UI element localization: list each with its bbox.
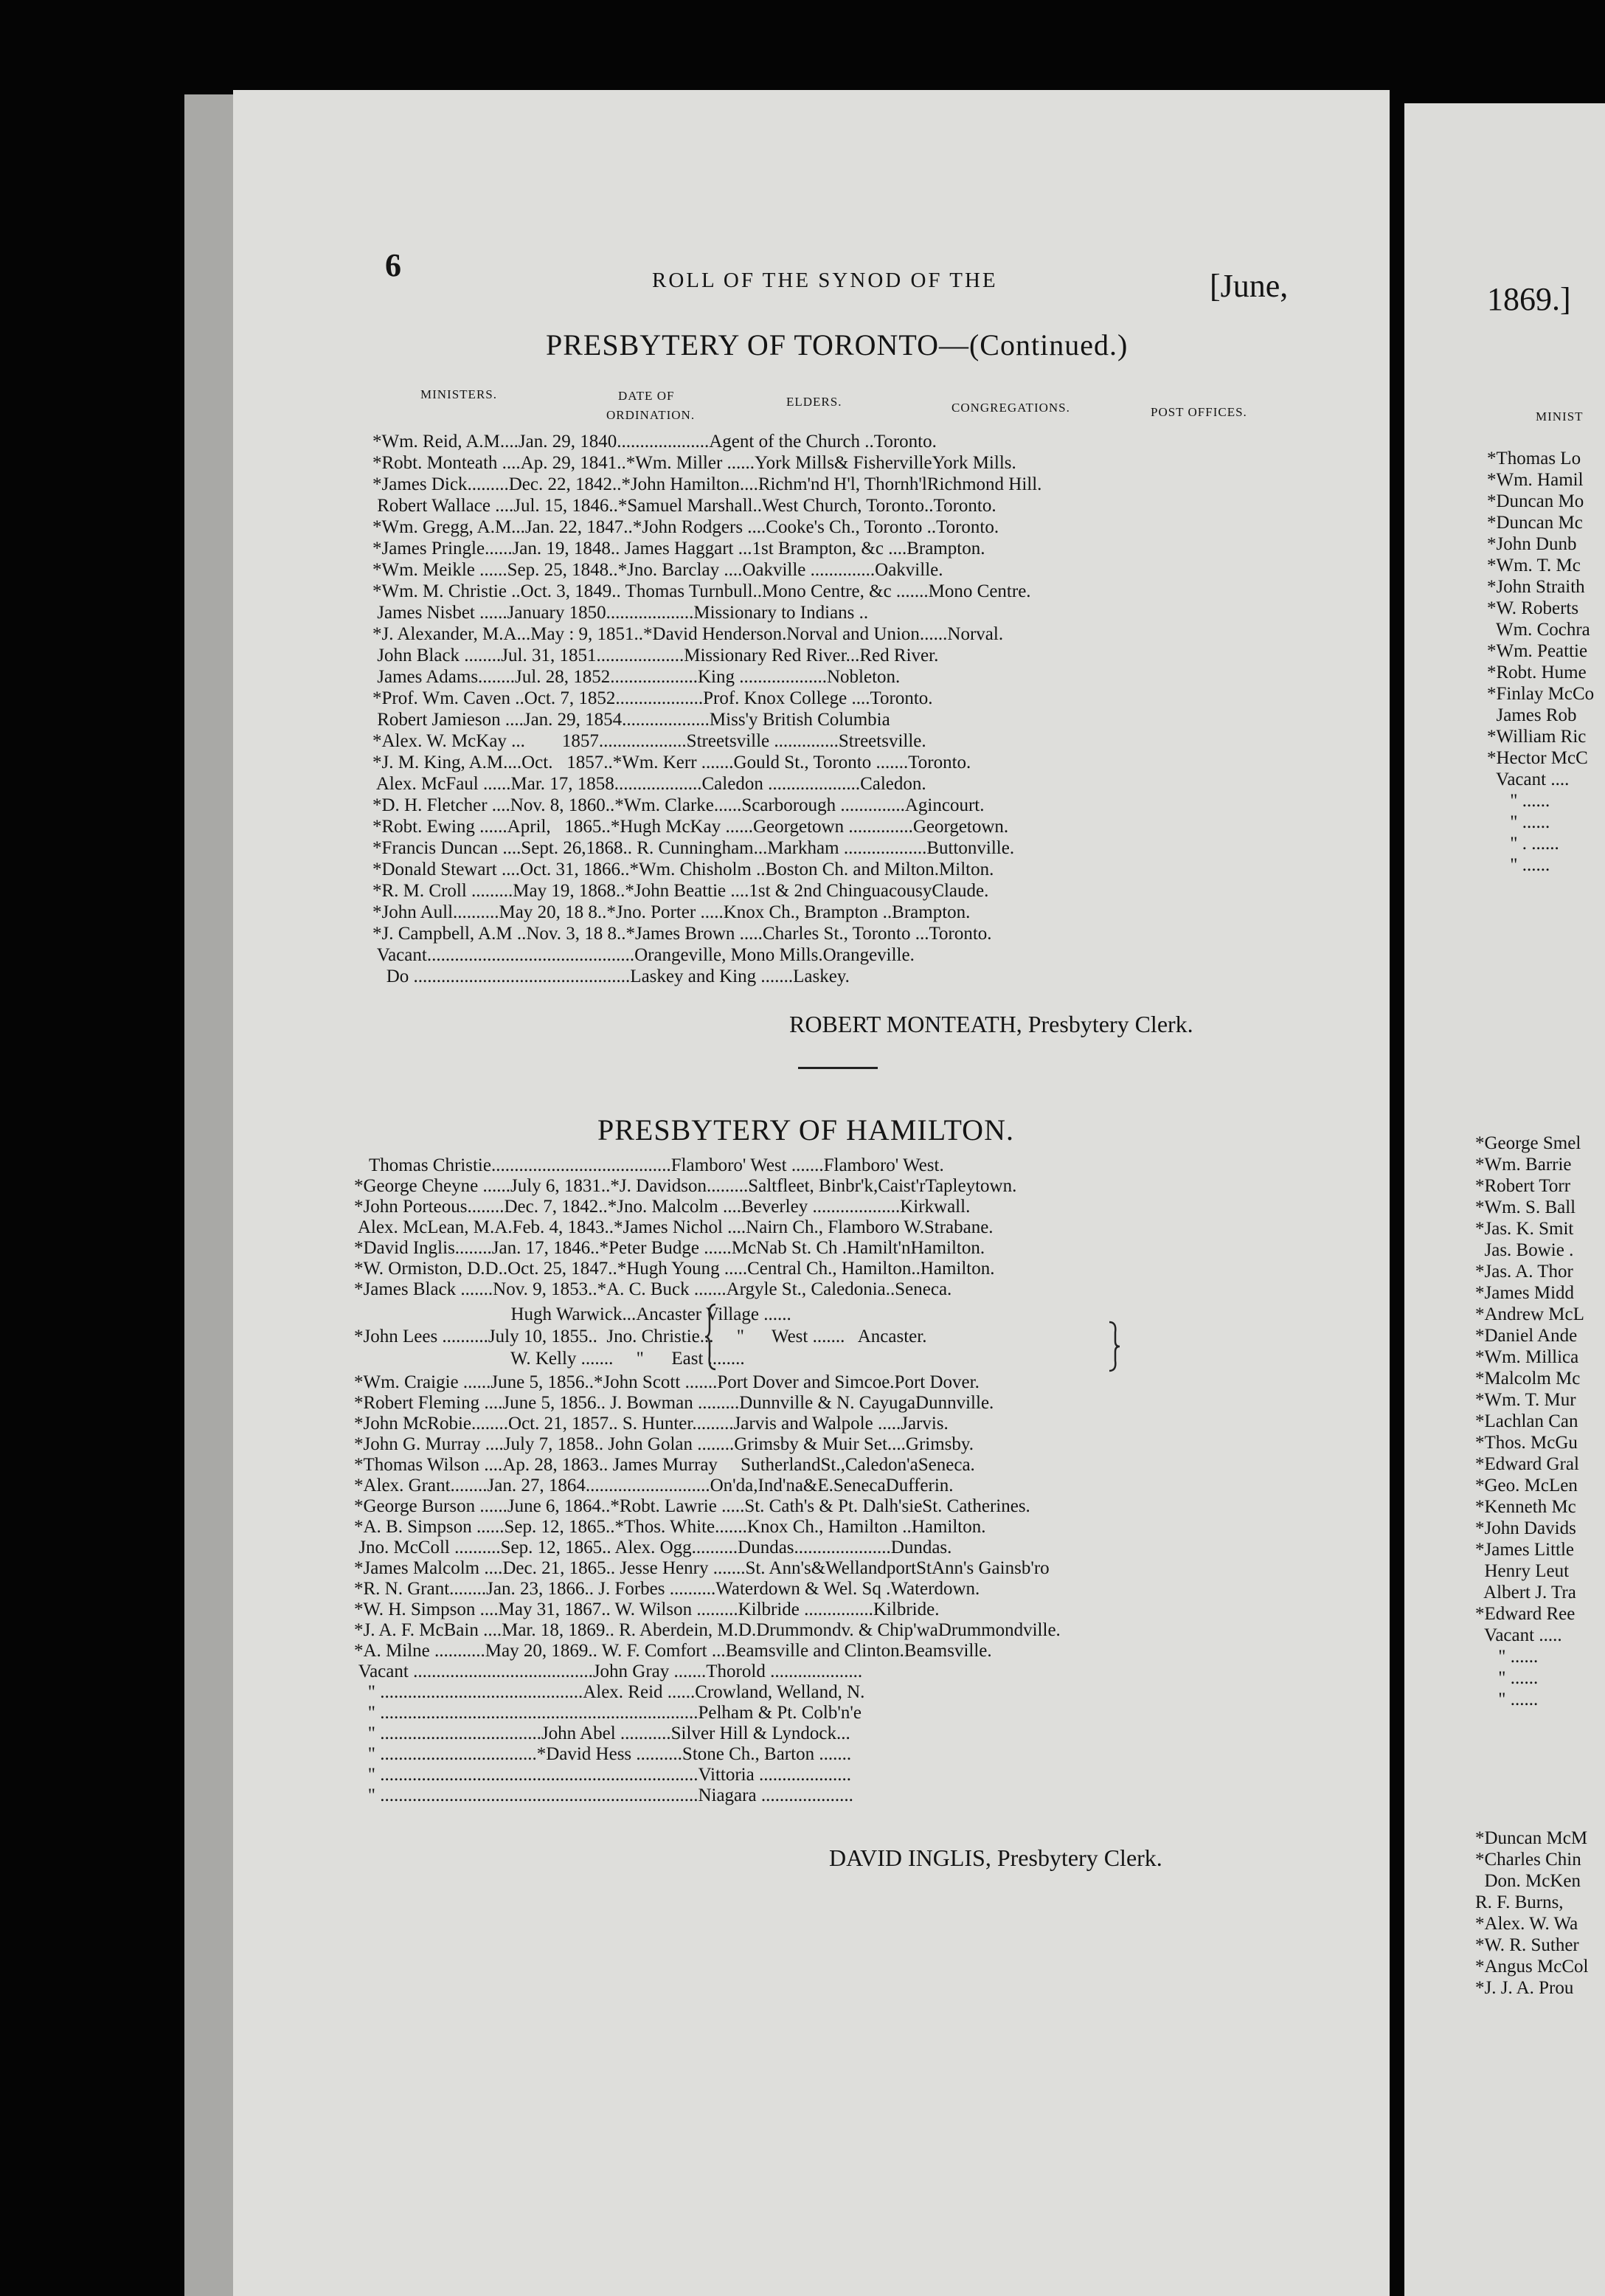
hamilton-row: *John G. Murray ....July 7, 1858.. John Golan ........Grimsby & Muir Set....Grimsby. [354, 1434, 974, 1454]
toronto-row: Vacant.............................................Orangeville, Mono Mills.Orangeville. [372, 945, 915, 965]
date-right: 1869.] [1487, 281, 1571, 317]
toronto-row: *J. M. King, A.M....Oct. 1857..*Wm. Kerr .......Gould St., Toronto .......Toronto. [372, 753, 971, 772]
toronto-row: Alex. McFaul ......Mar. 17, 1858...................Caledon ....................Caledon. [372, 774, 926, 794]
right-row: James Rob [1487, 705, 1577, 725]
right-row: *Duncan McM [1475, 1828, 1588, 1848]
right-row: *James Midd [1475, 1283, 1575, 1303]
right-row: *James Little [1475, 1540, 1574, 1560]
running-title: ROLL OF THE SYNOD OF THE [652, 269, 998, 292]
hamilton-row: Thomas Christie.......................................Flamboro' West .......Flamboro' West. [369, 1155, 944, 1175]
hamilton-row: *W. H. Simpson ....May 31, 1867.. W. Wilson .........Kilbride ...............Kilbride. [354, 1600, 940, 1619]
right-row: *Malcolm Mc [1475, 1369, 1581, 1389]
toronto-row: Do ...............................................Laskey and King .......Laskey. [372, 967, 850, 986]
right-row: R. F. Burns, [1475, 1892, 1564, 1912]
toronto-row: *Alex. W. McKay ... 1857...................Streetsville ..............Streetsville. [372, 731, 926, 751]
right-row: Vacant .... [1487, 770, 1570, 789]
right-row: *Edward Gral [1475, 1454, 1579, 1474]
right-row: *Angus McCol [1475, 1957, 1589, 1977]
right-row: *William Ric [1487, 727, 1587, 747]
right-row: " ...... [1475, 1647, 1539, 1667]
toronto-row: James Adams........Jul. 28, 1852...................King ...................Nobleton. [372, 667, 901, 687]
right-row: *Thos. McGu [1475, 1433, 1578, 1453]
toronto-row: *Wm. Gregg, A.M...Jan. 22, 1847..*John Rodgers ....Cooke's Ch., Toronto ..Toronto. [372, 517, 999, 537]
hamilton-row: Hugh Warwick...Ancaster Village ...... [354, 1304, 791, 1324]
right-row: Jas. Bowie . [1475, 1240, 1574, 1260]
right-row: *Wm. T. Mc [1487, 556, 1581, 575]
hamilton-row: *John McRobie........Oct. 21, 1857.. S. Hunter.........Jarvis and Walpole .....Jarvis. [354, 1414, 949, 1434]
right-row: *Edward Ree [1475, 1604, 1575, 1624]
toronto-row: *Wm. M. Christie ..Oct. 3, 1849.. Thomas Turnbull..Mono Centre, &c .......Mono Centre. [372, 581, 1031, 601]
right-row: *Wm. Hamil [1487, 470, 1584, 490]
col-ministers-right: MINIST [1536, 409, 1584, 423]
right-row: Albert J. Tra [1475, 1583, 1576, 1602]
page-number: 6 [385, 247, 401, 283]
col-ordination-2: ORDINATION. [606, 408, 696, 422]
right-row: " . ...... [1487, 834, 1559, 854]
right-row: *John Dunb [1487, 534, 1577, 554]
toronto-row: *D. H. Fletcher ....Nov. 8, 1860..*Wm. Clarke......Scarborough ..............Agincourt. [372, 795, 985, 815]
right-row: " ...... [1475, 1690, 1539, 1709]
toronto-row: James Nisbet ......January 1850...................Missionary to Indians .. [372, 603, 869, 623]
col-ordination-1: DATE OF [618, 389, 675, 403]
hamilton-row: Jno. McColl ..........Sep. 12, 1865.. Alex. Ogg..........Dundas.....................Dundas. [354, 1538, 952, 1557]
right-row: *Robt. Hume [1487, 663, 1587, 682]
right-row: Vacant ..... [1475, 1625, 1562, 1645]
right-row: *Charles Chin [1475, 1850, 1581, 1870]
hamilton-row: " ............................................Alex. Reid ......Crowland, Welland, N. [354, 1682, 865, 1702]
hamilton-row: *Robert Fleming ....June 5, 1856.. J. Bowman .........Dunnville & N. CayugaDunnville. [354, 1393, 994, 1413]
right-row: *Thomas Lo [1487, 449, 1581, 468]
right-row: *Wm. T. Mur [1475, 1390, 1576, 1410]
right-row: " ...... [1487, 791, 1550, 811]
col-post-offices: POST OFFICES. [1151, 405, 1247, 419]
right-row: *Robert Torr [1475, 1176, 1571, 1196]
right-row: *Wm. Millica [1475, 1347, 1579, 1367]
toronto-row: *Prof. Wm. Caven ..Oct. 7, 1852...................Prof. Knox College ....Toronto. [372, 688, 933, 708]
toronto-clerk: ROBERT MONTEATH, Presbytery Clerk. [789, 1011, 1193, 1037]
hamilton-row: *George Burson ......June 6, 1864..*Robt. Lawrie .....St. Cath's & Pt. Dalh'sieSt. Catherines. [354, 1496, 1030, 1516]
date-left: [June, [1210, 268, 1289, 304]
right-row: *Kenneth Mc [1475, 1497, 1576, 1517]
toronto-row: *John Aull..........May 20, 18 8..*Jno. Porter .....Knox Ch., Brampton ..Brampton. [372, 902, 971, 922]
toronto-row: Robert Jamieson ....Jan. 29, 1854...................Miss'y British Columbia [372, 710, 890, 730]
toronto-row: *R. M. Croll .........May 19, 1868..*John Beattie ....1st & 2nd ChinguacousyClaude. [372, 881, 989, 901]
right-row: *John Straith [1487, 577, 1585, 597]
toronto-row: *J. Campbell, A.M ..Nov. 3, 18 8..*James Brown .....Charles St., Toronto ...Toronto. [372, 924, 992, 944]
right-row: *Jas. K. Smit [1475, 1219, 1574, 1239]
right-row: *W. R. Suther [1475, 1935, 1579, 1955]
right-row: *Jas. A. Thor [1475, 1262, 1573, 1282]
toronto-row: *James Dick.........Dec. 22, 1842..*John Hamilton....Richm'nd H'l, Thornh'lRichmond Hill. [372, 474, 1042, 494]
toronto-row: John Black ........Jul. 31, 1851...................Missionary Red River...Red River. [372, 646, 939, 665]
right-row: " ...... [1487, 855, 1550, 875]
right-row: *Duncan Mo [1487, 491, 1584, 511]
hamilton-clerk: DAVID INGLIS, Presbytery Clerk. [829, 1844, 1162, 1871]
hamilton-row: Alex. McLean, M.A.Feb. 4, 1843..*James Nichol ....Nairn Ch., Flamboro W.Strabane. [354, 1217, 994, 1237]
right-row: *Wm. Barrie [1475, 1155, 1572, 1175]
toronto-row: *J. Alexander, M.A...May : 9, 1851..*David Henderson.Norval and Union......Norval. [372, 624, 1004, 644]
right-row: *Wm. Peattie [1487, 641, 1588, 661]
hamilton-row: *R. N. Grant........Jan. 23, 1866.. J. Forbes ..........Waterdown & Wel. Sq .Waterdown. [354, 1579, 980, 1599]
right-row: *Wm. S. Ball [1475, 1197, 1576, 1217]
hamilton-row: " .....................................................................Niagara .................... [354, 1785, 853, 1805]
hamilton-row: *Alex. Grant........Jan. 27, 1864...........................On'da,Ind'na&E.SenecaDufferin. [354, 1476, 954, 1495]
toronto-row: Robert Wallace ....Jul. 15, 1846..*Samuel Marshall..West Church, Toronto..Toronto. [372, 496, 996, 516]
col-congregations: CONGREGATIONS. [951, 401, 1070, 415]
right-row: " ...... [1475, 1668, 1539, 1688]
right-row: *Geo. McLen [1475, 1476, 1578, 1495]
left-brace [704, 1303, 718, 1371]
right-row: Wm. Cochra [1487, 620, 1590, 640]
toronto-row: *Robt. Ewing ......April, 1865..*Hugh McKay ......Georgetown ..............Georgetown. [372, 817, 1009, 837]
right-row: " ...... [1487, 812, 1550, 832]
right-row: *Andrew McL [1475, 1304, 1584, 1324]
toronto-title: PRESBYTERY OF TORONTO—(Continued.) [546, 328, 1129, 362]
hamilton-row: *Wm. Craigie ......June 5, 1856..*John Scott .......Port Dover and Simcoe.Port Dover. [354, 1372, 980, 1392]
right-page [1404, 103, 1605, 2296]
hamilton-row: *Thomas Wilson ....Ap. 28, 1863.. James Murray SutherlandSt.,Caledon'aSeneca. [354, 1455, 975, 1475]
hamilton-row: Vacant .......................................John Gray .......Thorold .................... [354, 1662, 863, 1681]
hamilton-row: *James Malcolm ....Dec. 21, 1865.. Jesse Henry .......St. Ann's&WellandportStAnn's Gainsb'ro [354, 1558, 1050, 1578]
hamilton-row: " .....................................................................Pelham & Pt. Colb'n'e [354, 1703, 862, 1723]
hamilton-row: *George Cheyne ......July 6, 1831..*J. Davidson.........Saltfleet, Binbr'k,Caist'rTapleytown. [354, 1176, 1017, 1196]
hamilton-row: *J. A. F. McBain ....Mar. 18, 1869.. R. Aberdein, M.D.Drummondv. & Chip'waDrummondville. [354, 1620, 1061, 1640]
hamilton-row: *W. Ormiston, D.D..Oct. 25, 1847..*Hugh Young .....Central Ch., Hamilton..Hamilton. [354, 1259, 995, 1279]
right-brace [1106, 1321, 1121, 1372]
right-row: Don. McKen [1475, 1871, 1581, 1891]
hamilton-row: *David Inglis........Jan. 17, 1846..*Peter Budge ......McNab St. Ch .Hamilt'nHamilton. [354, 1238, 985, 1258]
right-row: *Alex. W. Wa [1475, 1914, 1578, 1934]
right-row: *Finlay McCo [1487, 684, 1595, 704]
right-row: *George Smel [1475, 1133, 1581, 1153]
hamilton-row: *John Lees ..........July 10, 1855.. Jno. Christie... " West ....... Ancaster. [354, 1327, 927, 1346]
toronto-row: *Francis Duncan ....Sept. 26,1868.. R. Cunningham...Markham ..................Buttonville. [372, 838, 1015, 858]
section-divider [798, 1067, 878, 1069]
hamilton-row: W. Kelly ....... " East ........ [354, 1349, 745, 1369]
toronto-row: *James Pringle......Jan. 19, 1848.. James Haggart ...1st Brampton, &c ....Brampton. [372, 539, 985, 559]
hamilton-row: *James Black .......Nov. 9, 1853..*A. C. Buck .......Argyle St., Caledonia..Seneca. [354, 1279, 952, 1299]
hamilton-title: PRESBYTERY OF HAMILTON. [597, 1113, 1014, 1147]
right-row: *Daniel Ande [1475, 1326, 1578, 1346]
right-row: *Lachlan Can [1475, 1411, 1578, 1431]
right-row: *Hector McC [1487, 748, 1588, 768]
col-ministers: MINISTERS. [420, 387, 497, 401]
toronto-row: *Robt. Monteath ....Ap. 29, 1841..*Wm. Miller ......York Mills& FishervilleYork Mills. [372, 453, 1016, 473]
right-row: Henry Leut [1475, 1561, 1570, 1581]
hamilton-row: " ...................................John Abel ...........Silver Hill & Lyndock... [354, 1723, 850, 1743]
hamilton-row: *A. Milne ...........May 20, 1869.. W. F. Comfort ...Beamsville and Clinton.Beamsville. [354, 1641, 992, 1661]
toronto-row: *Donald Stewart ....Oct. 31, 1866..*Wm. Chisholm ..Boston Ch. and Milton.Milton. [372, 860, 994, 879]
right-row: *Duncan Mc [1487, 513, 1583, 533]
col-elders: ELDERS. [786, 395, 842, 409]
page-edge [184, 94, 233, 2296]
toronto-row: *Wm. Meikle ......Sep. 25, 1848..*Jno. Barclay ....Oakville ..............Oakville. [372, 560, 943, 580]
right-row: *John Davids [1475, 1518, 1576, 1538]
toronto-row: *Wm. Reid, A.M....Jan. 29, 1840....................Agent of the Church ..Toronto. [372, 432, 937, 452]
hamilton-row: " .....................................................................Vittoria .................... [354, 1765, 851, 1785]
hamilton-row: *John Porteous........Dec. 7, 1842..*Jno. Malcolm ....Beverley ...................Kirkwall. [354, 1197, 971, 1217]
hamilton-row: *A. B. Simpson ......Sep. 12, 1865..*Thos. White.......Knox Ch., Hamilton ..Hamilton. [354, 1517, 986, 1537]
hamilton-row: " ..................................*David Hess ..........Stone Ch., Barton ....... [354, 1744, 852, 1764]
right-row: *J. J. A. Prou [1475, 1978, 1574, 1998]
right-row: *W. Roberts [1487, 598, 1579, 618]
